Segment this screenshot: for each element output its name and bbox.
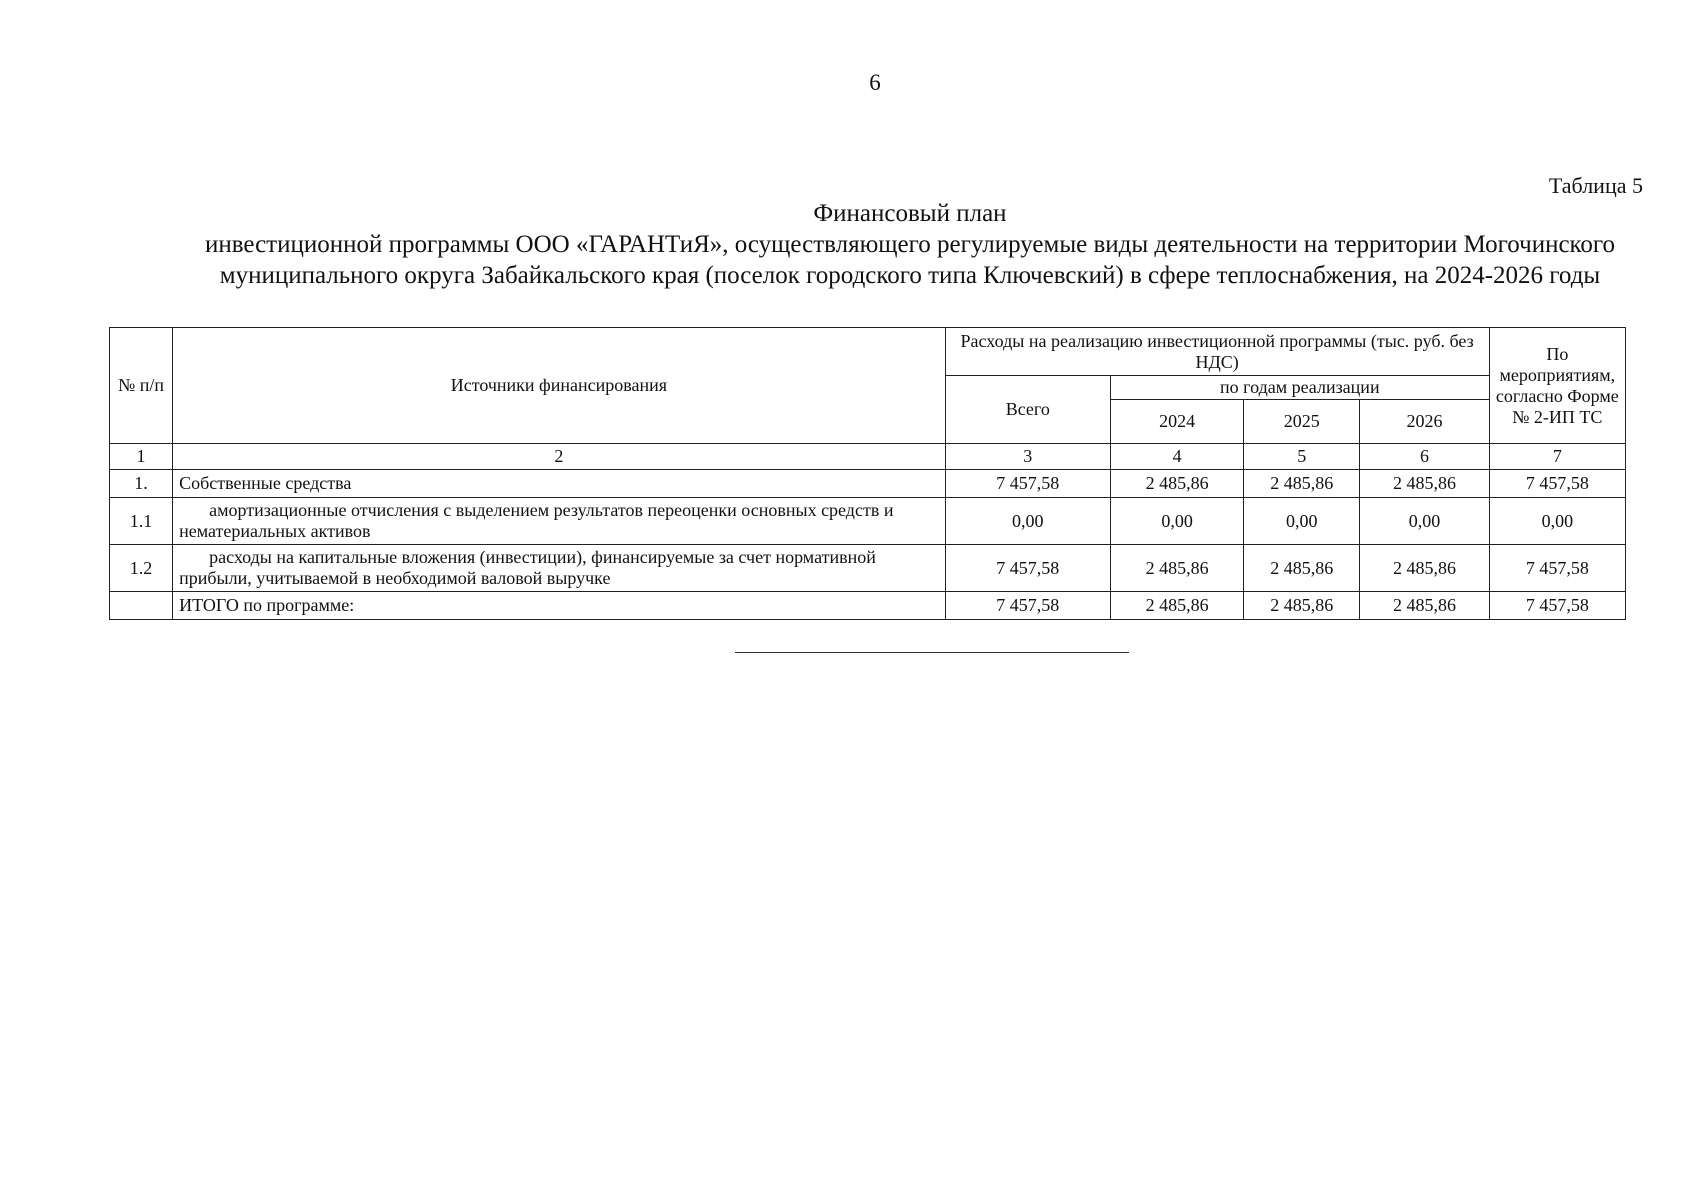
row-2024: 0,00 [1110, 498, 1243, 545]
table-row [110, 470, 1626, 498]
header-row-1 [110, 328, 1626, 376]
end-separator-line [735, 652, 1129, 653]
financial-plan-table [109, 327, 1626, 620]
col-number: 1 [110, 444, 173, 470]
title-main: Финансовый план [813, 200, 1007, 227]
col-number: 7 [1489, 444, 1625, 470]
row-2025: 2 485,86 [1244, 470, 1360, 498]
row-2026: 2 485,86 [1360, 592, 1489, 620]
col-number: 3 [945, 444, 1110, 470]
row-num: 1.2 [110, 545, 173, 592]
header-sources: Источники финансирования [173, 328, 946, 444]
col-number: 2 [173, 444, 946, 470]
row-num [110, 592, 173, 620]
row-2026: 2 485,86 [1360, 545, 1489, 592]
row-2025: 2 485,86 [1244, 545, 1360, 592]
header-total: Всего [945, 376, 1110, 444]
row-num: 1.1 [110, 498, 173, 545]
header-year-2026: 2026 [1360, 400, 1489, 444]
header-year-2025: 2025 [1244, 400, 1360, 444]
header-by-years: по годам реализации [1110, 376, 1489, 400]
header-expenses: Расходы на реализацию инвестиционной программы (тыс. руб. без НДС) [945, 328, 1489, 376]
document-title [190, 198, 1630, 291]
row-total: 7 457,58 [945, 545, 1110, 592]
header-year-2024: 2024 [1110, 400, 1243, 444]
title-subtitle: инвестиционной программы ООО «ГАРАНТиЯ», осуществляющего регулируемые виды деятельности на территории Могочинского муниципального округа Забайкальского края (поселок городского типа Ключевский) в сфере теплоснабжения, на 2024-2026 годы [204, 231, 1616, 289]
row-total: 0,00 [945, 498, 1110, 545]
col-number: 5 [1244, 444, 1360, 470]
header-num: № п/п [110, 328, 173, 444]
col-number: 6 [1360, 444, 1489, 470]
row-2025: 2 485,86 [1244, 592, 1360, 620]
table-row [110, 498, 1626, 545]
row-name: амортизационные отчисления с выделением результатов переоценки основных средств и нематериальных активов [173, 498, 946, 545]
row-num: 1. [110, 470, 173, 498]
column-number-row [110, 444, 1626, 470]
row-name: расходы на капитальные вложения (инвестиции), финансируемые за счет нормативной прибыли, учитываемой в необходимой валовой выручке [173, 545, 946, 592]
row-total: 7 457,58 [945, 470, 1110, 498]
row-name: ИТОГО по программе: [173, 592, 946, 620]
row-form: 7 457,58 [1489, 592, 1625, 620]
row-form: 7 457,58 [1489, 545, 1625, 592]
row-2024: 2 485,86 [1110, 592, 1243, 620]
row-2024: 2 485,86 [1110, 545, 1243, 592]
table-row [110, 545, 1626, 592]
row-total: 7 457,58 [945, 592, 1110, 620]
row-2026: 2 485,86 [1360, 470, 1489, 498]
table-label: Таблица 5 [1548, 173, 1643, 198]
row-2026: 0,00 [1360, 498, 1489, 545]
row-2024: 2 485,86 [1110, 470, 1243, 498]
row-name: Собственные средства [173, 470, 946, 498]
row-2025: 0,00 [1244, 498, 1360, 545]
row-form: 0,00 [1489, 498, 1625, 545]
table-row-total [110, 592, 1626, 620]
header-per-activities: По мероприятиям, согласно Форме № 2-ИП ТС [1489, 328, 1625, 444]
row-form: 7 457,58 [1489, 470, 1625, 498]
col-number: 4 [1110, 444, 1243, 470]
page-number: 6 [869, 70, 881, 95]
